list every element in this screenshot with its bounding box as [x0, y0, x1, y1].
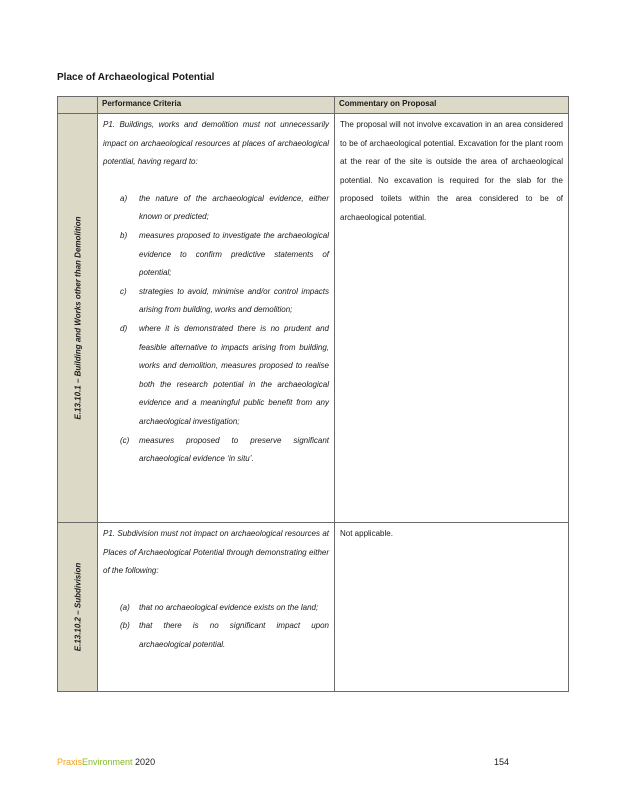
footer-year: 2020 — [132, 757, 156, 767]
commentary-text: Not applicable. — [340, 529, 393, 538]
list-item-text: that there is no significant impact upon archaeological potential. — [139, 621, 329, 649]
list-marker: c) — [120, 286, 127, 296]
list-marker: d) — [120, 323, 128, 333]
table-row — [58, 523, 569, 692]
row-side-label: E.13.10.1 – Building and Works other than Demolition — [73, 216, 82, 420]
header-commentary: Commentary on Proposal — [335, 97, 569, 114]
criteria-intro: P1. Buildings, works and demolition must not unnecessarily impact on archaeological resources at places of archaeological potential, having regard to: — [103, 120, 329, 167]
list-item-text: strategies to avoid, minimise and/or control impacts arising from building, works and demolition; — [139, 286, 329, 315]
list-item — [103, 432, 329, 469]
list-item — [103, 320, 329, 432]
page-number: 154 — [494, 757, 510, 767]
criteria-cell — [98, 114, 335, 523]
list-marker: (b) — [120, 621, 130, 631]
list-item-text: measures proposed to preserve significant archaeological evidence ‘in situ’. — [139, 435, 329, 464]
list-item — [103, 283, 329, 320]
row-side-label-cell — [58, 114, 98, 523]
list-item — [103, 190, 329, 227]
brand-praxis: Praxis — [57, 757, 83, 767]
header-blank-cell — [58, 97, 98, 114]
footer-brand — [57, 757, 155, 767]
commentary-cell — [335, 114, 569, 523]
list-item-text: where it is demonstrated there is no prudent and feasible alternative to impacts arising from building, works and demolition, measures proposed to realise both the research potential in the archaeological evidence and a meaningful public benefit from any archaeological investigation; — [139, 323, 329, 426]
list-item — [103, 599, 329, 618]
list-marker: b) — [120, 230, 128, 240]
header-performance-criteria: Performance Criteria — [98, 97, 335, 114]
list-item — [103, 617, 329, 654]
criteria-list — [103, 190, 329, 469]
row-side-label: E.13.10.2 – Subdivision — [73, 562, 82, 652]
row-side-label-cell — [58, 523, 98, 692]
commentary-text: The proposal will not involve excavation in an area considered to be of archaeological potential. Excavation for the plant room at the rear of the site is outside the area of archaeological potential. No excavation is required for the slab for the proposed toilets within the area considered to be of archaeological potential. — [340, 120, 563, 222]
criteria-table — [57, 96, 569, 692]
list-item-text: measures proposed to investigate the archaeological evidence to confirm predictive statements of potential; — [139, 230, 329, 278]
list-marker: a) — [120, 193, 128, 203]
list-item-text: the nature of the archaeological evidence, either known or predicted; — [139, 193, 329, 222]
criteria-cell — [98, 523, 335, 692]
list-marker: (a) — [120, 602, 130, 612]
criteria-intro: P1. Subdivision must not impact on archaeological resources at Places of Archaeological Potential through demonstrating either of the following: — [103, 529, 329, 576]
page-title: Place of Archaeological Potential — [57, 72, 215, 83]
table-header-row — [58, 97, 569, 114]
table-row — [58, 114, 569, 523]
brand-environment: Environment — [82, 757, 133, 767]
commentary-cell — [335, 523, 569, 692]
list-item-text: that no archaeological evidence exists on the land; — [139, 602, 319, 612]
list-marker: (c) — [120, 435, 130, 445]
criteria-list — [103, 599, 329, 655]
list-item — [103, 227, 329, 283]
